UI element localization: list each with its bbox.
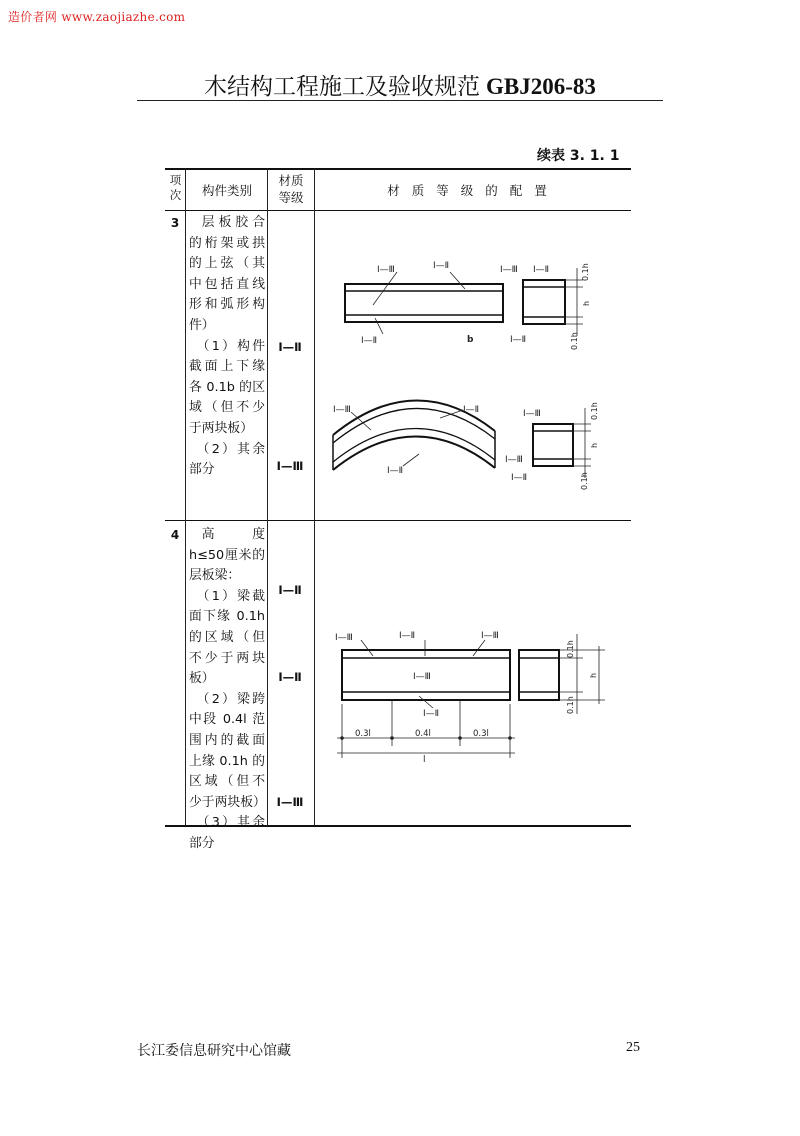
beam-label-bottom: Ⅰ—Ⅱ	[423, 709, 440, 719]
row-3-grade-1: Ⅰ—Ⅱ	[278, 340, 302, 354]
row-3-para-2: （1）构件截面上下缘各 0.1b 的区域（但不少于两块板）	[189, 338, 265, 436]
config-diagrams	[315, 168, 631, 826]
column-divider-2	[267, 168, 268, 826]
watermark: 造价者网 www.zaojiazhe.com	[8, 10, 186, 24]
row-4-grade-2: Ⅰ—Ⅱ	[278, 670, 302, 684]
chord-label-top-right: Ⅰ—Ⅱ	[433, 261, 450, 271]
header-config: 材质等级的配置	[387, 183, 559, 198]
section-label-top-right: Ⅰ—Ⅱ	[533, 265, 550, 275]
arch-section-label-mid: Ⅰ—Ⅲ	[505, 455, 523, 465]
column-divider-1	[185, 168, 186, 826]
row-4-para-4: （3）其余部分	[189, 815, 265, 851]
beam-label-left: Ⅰ—Ⅲ	[335, 633, 353, 643]
straight-chord-section	[500, 263, 591, 350]
beam-label-mid: Ⅰ—Ⅱ	[399, 631, 416, 641]
row-4-grade-1: Ⅰ—Ⅱ	[278, 583, 302, 597]
beam-label-center: Ⅰ—Ⅲ	[413, 672, 431, 682]
section-label-top-left: Ⅰ—Ⅲ	[500, 265, 518, 275]
page-number: 25	[626, 1040, 640, 1055]
header-grade: 材质等级	[278, 173, 304, 205]
row-4-para-2: （1）梁截面下缘 0.1h 的区域（但不少于两块板）	[189, 588, 265, 687]
running-title	[0, 68, 800, 101]
arch-label-bottom: Ⅰ—Ⅱ	[387, 466, 404, 476]
arch-label-right: Ⅰ—Ⅱ	[463, 405, 480, 415]
header-no: 项次	[169, 173, 182, 202]
arch-section-label-bottom: Ⅰ—Ⅱ	[511, 473, 528, 483]
chord-label-bottom: Ⅰ—Ⅱ	[361, 336, 378, 346]
row-3-grade-2: Ⅰ—Ⅲ	[276, 459, 304, 473]
section-label-bottom: Ⅰ—Ⅱ	[510, 335, 527, 345]
beam-dim-right: 0.3l	[473, 729, 489, 739]
running-title-text: 木结构工程施工及验收规范	[204, 74, 481, 100]
row-3-category	[189, 213, 265, 481]
row-4-category	[189, 525, 265, 855]
arch-section-label-top: Ⅰ—Ⅲ	[523, 409, 541, 419]
arch-section-dim-bottom: 0.1h	[580, 472, 589, 490]
chord-mark-b: b	[467, 335, 474, 345]
arched-chord-section	[505, 402, 599, 490]
beam-section-dim-top: 0.1h	[566, 640, 575, 658]
beam-section-dim-mid: h	[589, 672, 598, 678]
beam-section	[519, 634, 605, 714]
arched-chord-elevation	[333, 400, 495, 476]
section-dim-bottom: 0.1h	[570, 332, 579, 350]
arch-section-dim-top: 0.1h	[590, 402, 599, 420]
beam-label-right: Ⅰ—Ⅲ	[481, 631, 499, 641]
row-3-para-3: （2）其余部分	[189, 441, 265, 478]
title-rule	[137, 100, 663, 101]
section-dim-top: 0.1h	[581, 263, 590, 281]
table-caption: 续表 3. 1. 1	[537, 148, 620, 164]
footer-archive-note: 长江委信息研究中心馆藏	[137, 1043, 291, 1059]
arch-section-dim-mid: h	[590, 442, 599, 448]
header-category: 构件类别	[201, 183, 252, 198]
row-4-no: 4	[170, 528, 180, 542]
section-dim-mid: h	[582, 300, 591, 306]
standard-code: GBJ206-83	[486, 74, 596, 99]
beam-section-dim-bottom: 0.1h	[566, 696, 575, 714]
beam-dim-left: 0.3l	[355, 729, 371, 739]
spec-table	[165, 168, 631, 851]
beam-dim-total: l	[423, 755, 426, 765]
chord-label-top-left: Ⅰ—Ⅲ	[377, 265, 395, 275]
row-4-grade-3: Ⅰ—Ⅲ	[276, 795, 304, 809]
straight-chord-elevation	[345, 261, 503, 346]
row-3-para-1: 层板胶合的桁架或拱的上弦（其中包括直线形和弧形构件）	[189, 215, 265, 333]
row-4-para-1: 高度 h≤50厘米的层板梁：	[189, 527, 265, 584]
arch-label-left: Ⅰ—Ⅲ	[333, 405, 351, 415]
row-4-para-3: （2）梁跨中段 0.4l 范围内的截面上缘 0.1h 的区域（但不少于两块板）	[189, 691, 266, 810]
row-3-no: 3	[170, 216, 180, 230]
beam-dim-mid: 0.4l	[415, 729, 431, 739]
beam-elevation	[335, 631, 515, 765]
